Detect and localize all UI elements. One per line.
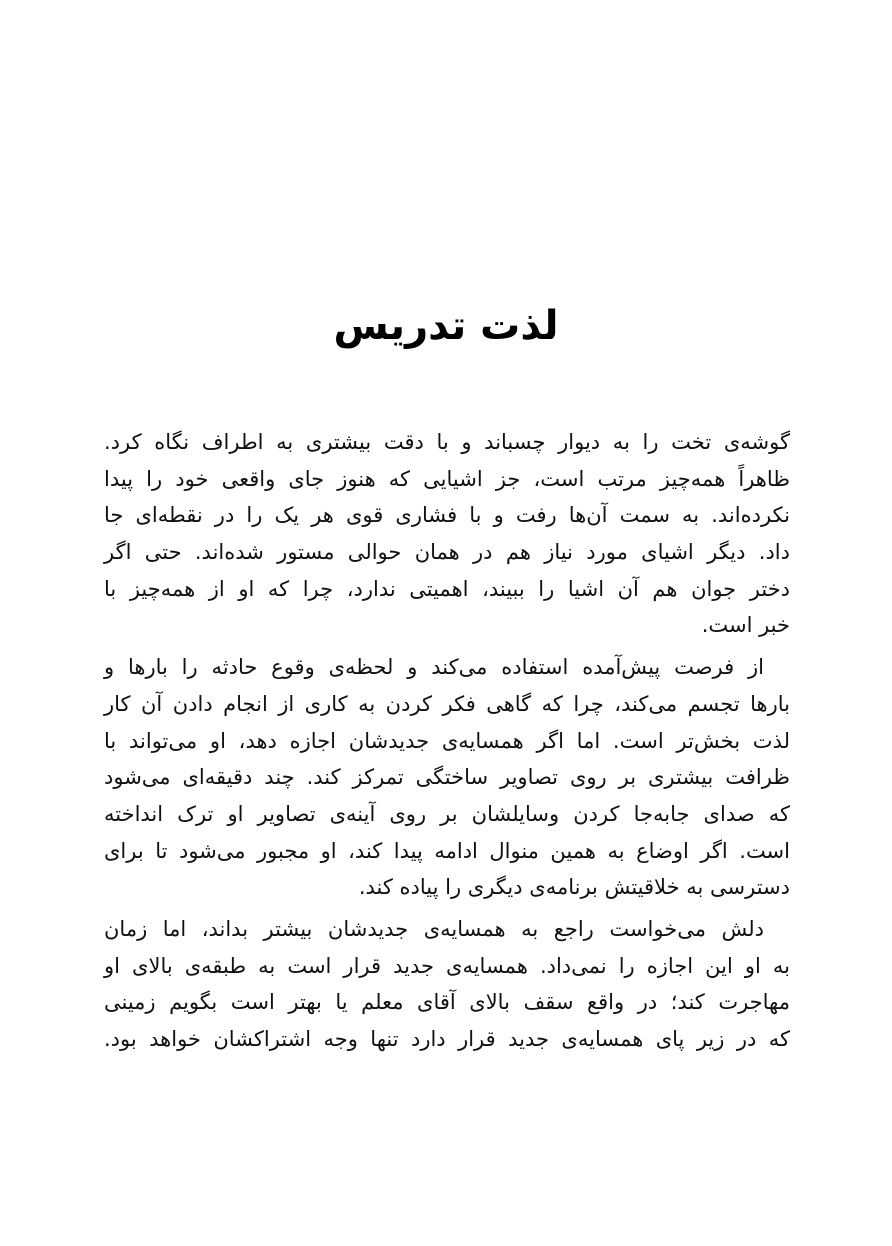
paragraph-2 <box>104 649 790 906</box>
text-line: خبر است. <box>701 613 790 638</box>
text-line: دسترسی به خلاقیتش برنامه‌ی دیگری را پیاده کند. <box>358 875 790 900</box>
paragraph-3 <box>104 911 790 1058</box>
text-line: مهاجرت کند؛ در واقع سقف بالای آقای معلم یا بهتر است بگویم زمینی <box>104 990 790 1015</box>
text-line: نکرده‌اند. به سمت آن‌ها رفت و با فشاری قوی هر یک را در نقطه‌ای جا <box>104 503 790 528</box>
text-line: است. اگر اوضاع به همین منوال ادامه پیدا کند، او مجبور می‌شود تا برای <box>104 838 790 863</box>
text-line: دختر جوان هم آن اشیا را ببیند، اهمیتی ندارد، چرا که او از همه‌چیز با <box>104 576 790 601</box>
text-line: که در زیر پای همسایه‌ی جدید قرار دارد تنها وجه اشتراکشان خواهد بود. <box>104 1027 790 1051</box>
text-line: ظاهراً همه‌چیز مرتب است، جز اشیایی که هنوز جای واقعی خود را پیدا <box>104 466 790 491</box>
text-line: که صدای جابه‌جا کردن وسایلشان بر روی آینه‌ی تصاویر او ترک انداخته <box>104 801 790 826</box>
body-text <box>104 424 790 1063</box>
text-line: گوشه‌ی تخت را به دیوار چسباند و با دقت بیشتری به اطراف نگاه کرد. <box>104 430 790 454</box>
text-line: دلش می‌خواست راجع به همسایه‌ی جدیدشان بیشتر بداند، اما زمان <box>104 916 764 941</box>
text-line: از فرصت پیش‌آمده استفاده می‌کند و لحظه‌ی وقوع حادثه را بارها و <box>104 655 764 680</box>
text-line: لذت بخش‌تر است. اما اگر همسایه‌ی جدیدشان اجازه دهد، او می‌تواند با <box>104 728 790 753</box>
text-line: ظرافت بیشتری بر روی تصاویر ساختگی تمرکز کند. چند دقیقه‌ای می‌شود <box>104 765 790 790</box>
text-line: به او این اجازه را نمی‌داد. همسایه‌ی جدید قرار است به طبقه‌ی بالای او <box>104 953 790 978</box>
paragraph-1 <box>104 424 790 644</box>
text-line: داد. دیگر اشیای مورد نیاز هم در همان حوالی مستور شده‌اند. حتی اگر <box>104 540 790 565</box>
chapter-title: لذت تدریس <box>333 303 559 349</box>
text-line: بارها تجسم می‌کند، چرا که گاهی فکر کردن به کاری از انجام دادن آن کار <box>104 691 790 716</box>
